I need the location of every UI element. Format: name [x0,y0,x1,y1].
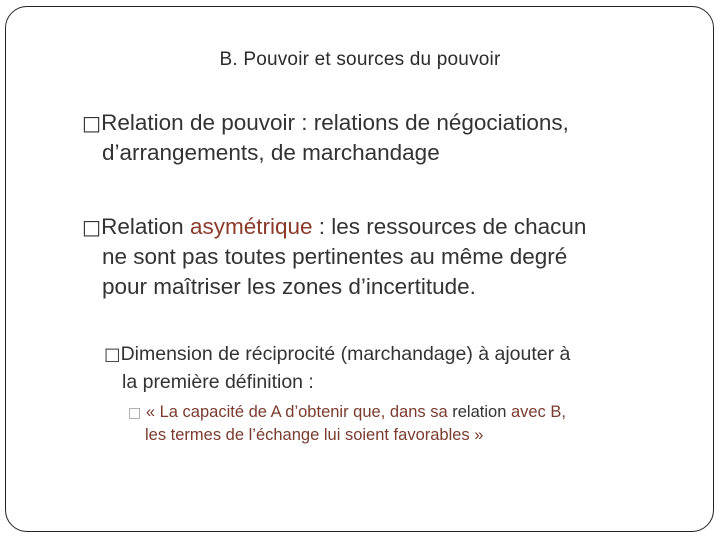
slide-title: B. Pouvoir et sources du pouvoir [219,49,501,70]
bullet-text: : les ressources de chacun [312,214,587,239]
bullet-line [82,212,682,242]
quote-text: « La capacité de A d’obtenir que, dans sa [145,403,453,421]
bullet-line [82,108,682,138]
checkbox-bullet-icon: □ [82,111,102,135]
checkbox-bullet-icon: □ [82,215,102,239]
bullet-power-relation [82,108,682,168]
bullet-line [128,401,688,424]
checkbox-bullet-icon: □ [128,405,142,421]
bullet-line: ne sont pas toutes pertinentes au même degré [102,244,568,269]
bullet-text: Relation de pouvoir : relations de négociations, [101,110,569,135]
bullet-line [104,341,694,369]
bullet-line: pour maîtriser les zones d’incertitude. [102,274,476,299]
quote-text: avec B, [506,403,566,421]
bullet-line: d’arrangements, de marchandage [102,140,440,165]
bullet-line: la première définition : [122,371,314,393]
quote-text-dark: relation [452,403,507,421]
checkbox-bullet-icon: □ [104,345,121,365]
subbullet-reciprocity [104,341,694,396]
bullet-text: Dimension de réciprocité (marchandage) à ajouter à [120,343,571,365]
quote-line: les termes de l’échange lui soient favorables » [145,426,484,444]
highlighted-term: asymétrique [189,214,313,239]
bullet-asymmetric-relation [82,212,682,302]
subsubbullet-definition-quote [128,401,688,446]
bullet-text: Relation [101,214,190,239]
